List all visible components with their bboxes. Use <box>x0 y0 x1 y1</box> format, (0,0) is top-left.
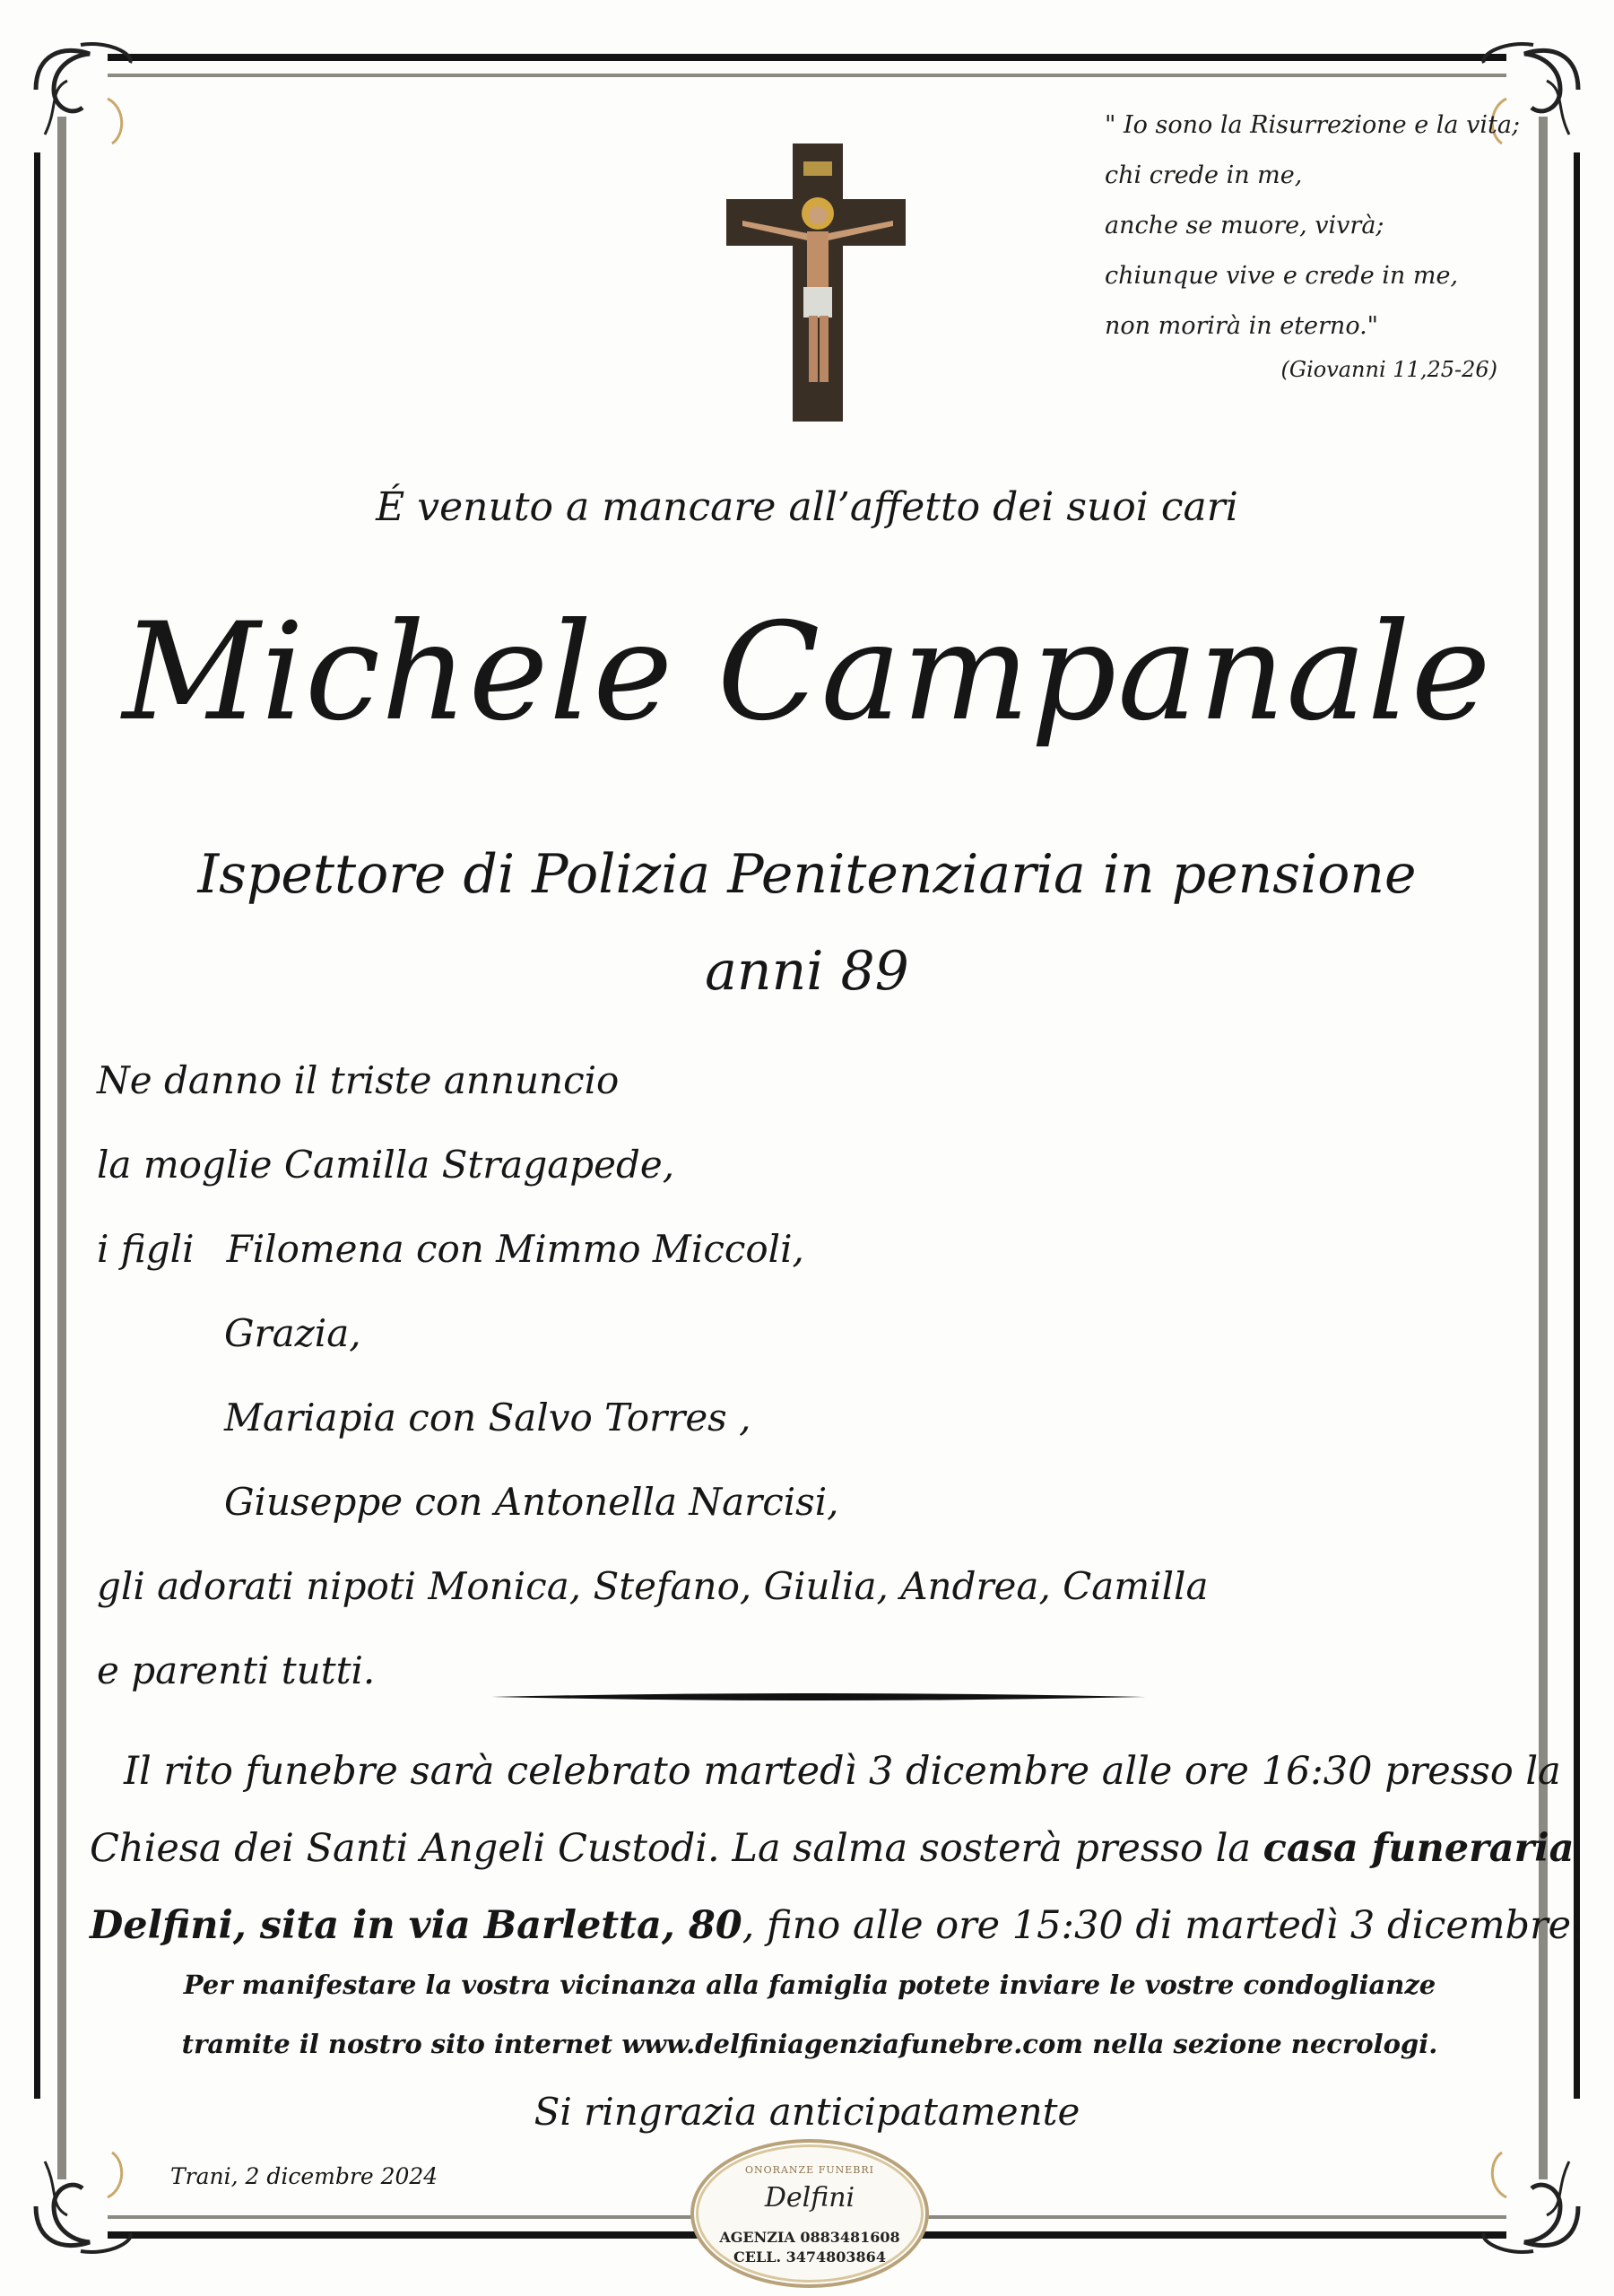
quote-line: chi crede in me, <box>1105 161 1303 189</box>
frame-top-inner <box>108 74 1506 77</box>
rite-line <box>90 1810 1575 1887</box>
grandchildren-line: gli adorati nipoti Monica, Stefano, Giulia, Andrea, Camilla <box>97 1564 1209 1608</box>
seal-top-text: ONORANZE FUNEBRI <box>745 2164 874 2176</box>
child-entry: Mariapia con Salvo Torres , <box>224 1396 751 1439</box>
quote-line: non morirà in eterno." <box>1105 312 1379 340</box>
rite-text: Chiesa dei Santi Angeli Custodi. La salma sosterà presso la <box>90 1826 1263 1871</box>
child-entry: Grazia, <box>224 1311 361 1355</box>
funeral-rite-text <box>90 1733 1584 1964</box>
frame-left-line <box>34 152 40 2099</box>
crucifix-icon <box>717 144 915 422</box>
rite-text: , fino alle ore 15:30 di martedì 3 dicembre. <box>742 1903 1584 1948</box>
seal-cell-phone: CELL. 3474803864 <box>733 2248 886 2266</box>
spouse-line: la moglie Camilla Stragapede, <box>97 1143 675 1187</box>
corner-ornament-icon <box>1471 2144 1587 2260</box>
condolences-note <box>88 1955 1532 2074</box>
rite-line: Il rito funebre sarà celebrato martedì 3 dicembre alle ore 16:30 presso la <box>124 1749 1561 1794</box>
place-date: Trani, 2 dicembre 2024 <box>170 2163 438 2189</box>
deceased-role: Ispettore di Polizia Penitenziaria in pensione <box>197 843 1417 906</box>
child-entry: Giuseppe con Antonella Narcisi, <box>224 1480 839 1524</box>
deceased-name: Michele Campanale <box>122 595 1492 751</box>
seal-logo-text: Delfini <box>764 2182 855 2213</box>
relatives-line: e parenti tutti. <box>97 1648 376 1692</box>
children-first-line <box>97 1207 1209 1292</box>
quote-line: chiunque vive e crede in me, <box>1105 262 1459 290</box>
seal-agency-phone: AGENZIA 0883481608 <box>719 2229 900 2246</box>
condolences-line: Per manifestare la vostra vicinanza alla famiglia potete inviare le vostre condoglianze <box>183 1970 1436 2000</box>
intro-text: É venuto a mancare all’affetto dei suoi cari <box>376 484 1238 530</box>
children-label: i figli <box>97 1227 195 1271</box>
rite-line <box>90 1887 1584 1964</box>
frame-top-line <box>108 54 1506 61</box>
quote-line: anche se muore, vivrà; <box>1105 212 1384 239</box>
scripture-quote <box>1105 100 1571 387</box>
quote-reference: (Giovanni 11,25-26) <box>1280 357 1497 382</box>
announcement <box>97 1039 1209 1713</box>
quote-line: " Io sono la Risurrezione e la vita; <box>1105 111 1521 139</box>
agency-seal-logo <box>690 2139 929 2288</box>
deceased-age: anni 89 <box>705 940 909 1003</box>
frame-right-line <box>1574 152 1580 2099</box>
corner-ornament-icon <box>27 2144 143 2260</box>
rite-bold-text: casa funeraria <box>1263 1826 1575 1871</box>
frame-left-inner <box>57 117 66 2179</box>
condolences-line: tramite il nostro sito internet www.delfiniagenziafunebre.com nella sezione necrologi. <box>181 2029 1438 2059</box>
rite-bold-text: Delfini, sita in via Barletta, 80 <box>90 1903 742 1948</box>
thanks-text: Si ringrazia anticipatamente <box>534 2090 1080 2134</box>
corner-ornament-icon <box>27 36 143 152</box>
divider <box>491 1692 1146 1702</box>
child-entry: Filomena con Mimmo Miccoli, <box>226 1227 804 1271</box>
announcement-line: Ne danno il triste annuncio <box>97 1058 620 1102</box>
